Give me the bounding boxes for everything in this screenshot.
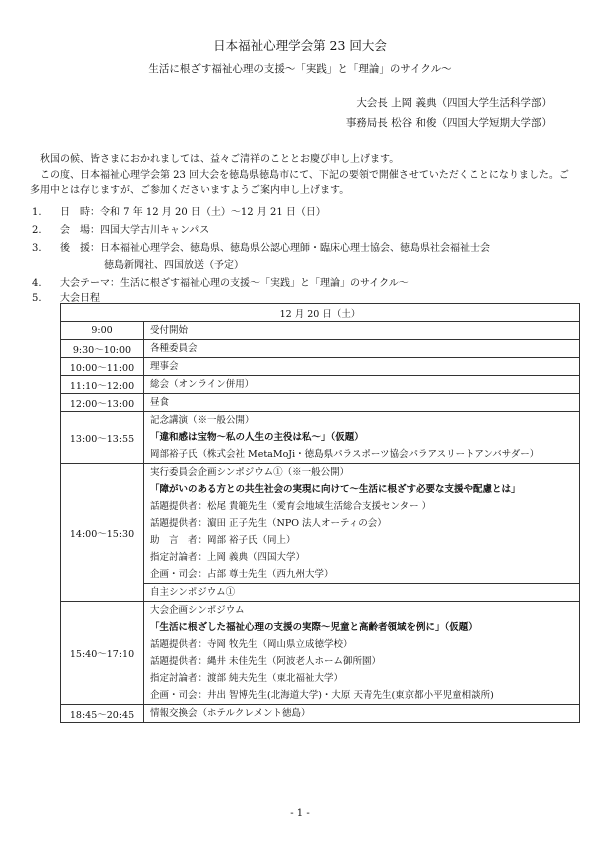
schedule-content xyxy=(144,412,580,464)
schedule-time: 12:00～13:00 xyxy=(61,394,144,412)
item-date: 1. 日 時：令和 7 年 12 月 20 日（土）～12 月 21 日（日） xyxy=(32,207,326,218)
event-heading: 記念講演（※一般公開） xyxy=(150,415,255,426)
event-moderator: 企画・司会：井出 智博先生(北海道大学)・大原 天青先生(東京都小平児童相談所) xyxy=(150,690,494,701)
table-row xyxy=(61,376,580,394)
schedule-time: 18:45～20:45 xyxy=(61,705,144,723)
event-title: 「生活に根ざした福祉心理の支援の実際～児童と高齢者領域を例に」（仮題） xyxy=(150,622,478,633)
page-number: - 1 - xyxy=(290,808,310,819)
item-sponsors: 3. 後 援：日本福祉心理学会、徳島県、徳島県公認心理師・臨床心理士協会、徳島県社会福祉士会 xyxy=(32,243,490,254)
event-title: 「違和感は宝物～私の人生の主役は私～」（仮題） xyxy=(150,432,364,443)
event-advisor: 助 言 者：岡部 裕子氏（同上） xyxy=(150,535,296,546)
schedule-content: 理事会 xyxy=(144,358,580,376)
table-row xyxy=(61,412,580,464)
event-title: 「障がいのある方との共生社会の実現に向けて～生活に根ざす必要な支援や配慮とは」 xyxy=(150,484,521,495)
table-row xyxy=(61,340,580,358)
schedule-time: 11:10～12:00 xyxy=(61,376,144,394)
event-speaker: 岡部裕子氏（株式会社 MetaMoJi・徳島県パラスポーツ協会パラアスリートアンバサダー） xyxy=(150,449,540,460)
event-heading: 実行委員会企画シンポジウム①（※一般公開） xyxy=(150,467,350,478)
signature-secretary: 事務局長 松谷 和俊（四国大学短期大学部） xyxy=(345,117,552,129)
signature-president: 大会長 上岡 義典（四国大学生活科学部） xyxy=(356,97,552,109)
table-row xyxy=(61,322,580,340)
event-speaker: 話題提供者：寺岡 牧先生（岡山県立成徳学校） xyxy=(150,639,353,650)
event-speaker: 話題提供者：松尾 貴範先生（愛育会地域生活総合支援センター ） xyxy=(150,501,432,512)
schedule-content xyxy=(144,602,580,705)
item-theme: 4. 大会テーマ：生活に根ざす福祉心理の支援～「実践」と「理論」のサイクル～ xyxy=(32,278,409,289)
event-heading: 大会企画シンポジウム xyxy=(150,605,245,616)
table-row xyxy=(61,602,580,705)
schedule-header-row xyxy=(61,304,580,322)
table-row xyxy=(61,358,580,376)
schedule-day-header: 12 月 20 日（土） xyxy=(61,304,580,322)
event-speaker: 話題提供者：濵田 正子先生（NPO 法人オーティの会） xyxy=(150,518,387,529)
table-row xyxy=(61,705,580,723)
schedule-content: 受付開始 xyxy=(144,322,580,340)
item-venue: 2. 会 場：四国大学古川キャンパス xyxy=(32,225,210,236)
schedule-time: 10:00～11:00 xyxy=(61,358,144,376)
schedule-time: 14:00～15:30 xyxy=(61,464,144,602)
document-title: 日本福祉心理学会第 23 回大会 xyxy=(213,38,387,53)
schedule-time: 9:00 xyxy=(61,322,144,340)
table-row xyxy=(61,464,580,602)
schedule-time: 9:30～10:00 xyxy=(61,340,144,358)
schedule-table xyxy=(60,303,580,723)
event-speaker: 話題提供者：縄井 未佳先生（阿波老人ホーム御所園） xyxy=(150,656,382,667)
schedule-content: 情報交換会（ホテルクレメント徳島） xyxy=(144,705,580,723)
schedule-time: 15:40～17:10 xyxy=(61,602,144,705)
schedule-content: 各種委員会 xyxy=(144,340,580,358)
schedule-content: 昼食 xyxy=(144,394,580,412)
schedule-time: 13:00～13:55 xyxy=(61,412,144,464)
greeting-line-1: 秋国の候、皆さまにおかれましては、益々ご清祥のこととお慶び申し上げます。 xyxy=(40,154,400,165)
table-row xyxy=(61,394,580,412)
item-schedule: 5. 大会日程 xyxy=(32,293,100,304)
greeting-paragraph-2: この度、日本福祉心理学会第 23 回大会を徳島県徳島市にて、下記の要領で開催させていただくことになりました。ご多用中とは存じますが、ご参加くださいますようご案内申し上げます。 xyxy=(30,170,569,196)
event-moderator: 企画・司会：占部 尊士先生（西九州大学） xyxy=(150,569,334,580)
event-discussant: 指定討論者：渡部 純夫先生（東北福祉大学） xyxy=(150,673,344,684)
event-discussant: 指定討論者：上岡 義典（四国大学） xyxy=(150,552,306,563)
schedule-content xyxy=(144,464,580,602)
event-independent-symposium: 自主シンポジウム① xyxy=(144,583,579,601)
document-subtitle: 生活に根ざす福祉心理の支援～「実践」と「理論」のサイクル～ xyxy=(148,63,452,75)
item-sponsors-continued: 徳島新聞社、四国放送（予定） xyxy=(104,260,244,271)
schedule-content: 総会（オンライン併用） xyxy=(144,376,580,394)
